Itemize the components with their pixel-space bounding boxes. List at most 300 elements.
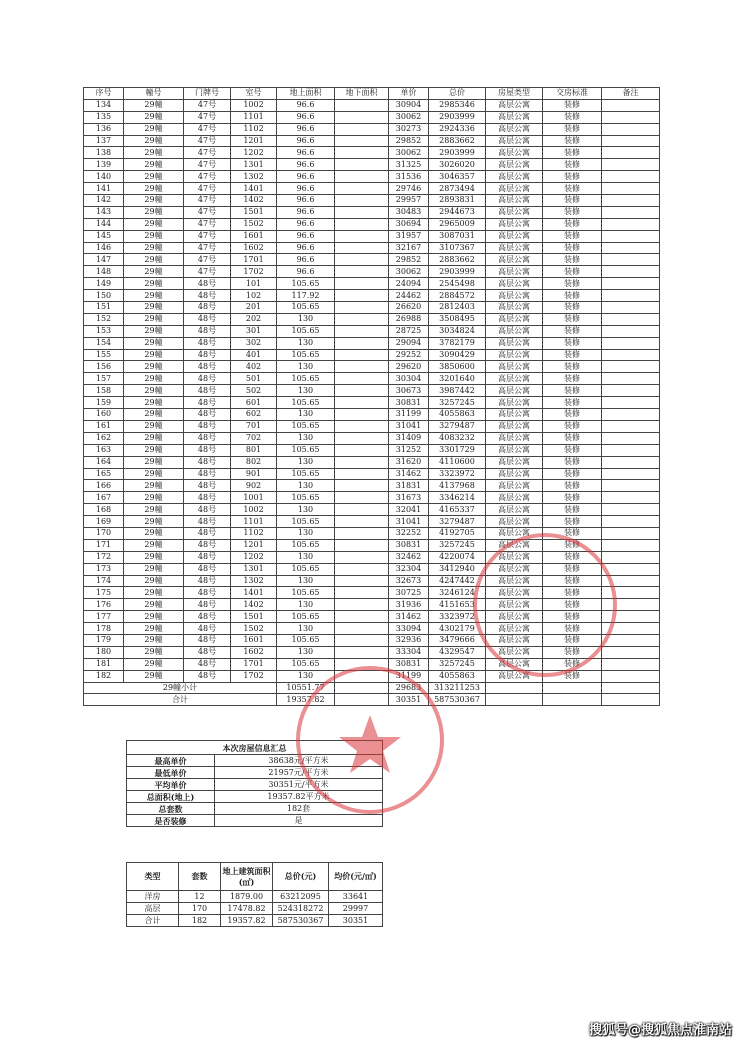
cell-room: 1402: [231, 599, 277, 611]
cell-remarks: [602, 527, 660, 539]
cell-remarks: [602, 206, 660, 218]
cell-remarks: [602, 516, 660, 528]
cell-delivery-standard: 装修: [543, 159, 602, 171]
cell-unit-price: 26988: [389, 313, 429, 325]
cell-total-price: 4110600: [429, 456, 486, 468]
type-body: [127, 891, 383, 927]
cell-unit-price: 32936: [389, 634, 429, 646]
cell-above-area: 105.65: [277, 587, 335, 599]
cell-unit-price: 31620: [389, 456, 429, 468]
table-row: [84, 456, 660, 468]
cell-room: 1601: [231, 230, 277, 242]
cell-door-number: 48号: [184, 349, 231, 361]
cell-door-number: 48号: [184, 587, 231, 599]
cell-above-area: 130: [277, 527, 335, 539]
cell-house-type: 高层公寓: [486, 278, 543, 290]
type-cell-total: 587530367: [273, 915, 329, 927]
cell-room: 1101: [231, 516, 277, 528]
cell-building: 29幢: [124, 135, 184, 147]
cell-total-price: 3323972: [429, 611, 486, 623]
cell-building: 29幢: [124, 218, 184, 230]
cell-below-area: [335, 242, 389, 254]
cell-unit-price: 31199: [389, 409, 429, 421]
cell-above-area: 96.6: [277, 242, 335, 254]
summary-row: [127, 755, 383, 767]
cell-remarks: [602, 599, 660, 611]
cell-unit-price: 31831: [389, 480, 429, 492]
cell-room: 1302: [231, 575, 277, 587]
cell-building: 29幢: [124, 313, 184, 325]
cell-below-area: [335, 195, 389, 207]
col-header-house-type: 房屋类型: [486, 88, 543, 100]
summary-value: 是: [215, 815, 383, 827]
table-row: [84, 623, 660, 635]
cell-below-area: [335, 409, 389, 421]
cell-unit-price: 32252: [389, 527, 429, 539]
cell-door-number: 47号: [184, 218, 231, 230]
cell-index: 136: [84, 123, 124, 135]
cell-above-area: 96.6: [277, 171, 335, 183]
table-row: [84, 337, 660, 349]
type-cell-area: 19357.82: [221, 915, 273, 927]
table-row: [84, 480, 660, 492]
cell-below-area: [335, 432, 389, 444]
summary-row: [127, 815, 383, 827]
cell-delivery-standard: 装修: [543, 634, 602, 646]
cell-door-number: 48号: [184, 432, 231, 444]
cell-remarks: [602, 183, 660, 195]
cell-above-area: 105.65: [277, 373, 335, 385]
type-cell-avg-price: 30351: [329, 915, 383, 927]
cell-below-area: [335, 313, 389, 325]
col-header-total-price: 总价: [429, 88, 486, 100]
cell-total-price: 4055863: [429, 670, 486, 682]
cell-remarks: [602, 159, 660, 171]
cell-unit-price: 32673: [389, 575, 429, 587]
cell-delivery-standard: 装修: [543, 527, 602, 539]
cell-unit-price: 31957: [389, 230, 429, 242]
table-row: [84, 171, 660, 183]
cell-room: 1002: [231, 99, 277, 111]
cell-above-area: 96.6: [277, 230, 335, 242]
cell-delivery-standard: 装修: [543, 670, 602, 682]
cell-house-type: 高层公寓: [486, 349, 543, 361]
cell-below-area: [335, 504, 389, 516]
subtotal-below-area: [335, 682, 389, 694]
cell-remarks: [602, 420, 660, 432]
cell-room: 602: [231, 409, 277, 421]
cell-room: 1001: [231, 492, 277, 504]
cell-building: 29幢: [124, 290, 184, 302]
subtotal-row: [84, 682, 660, 694]
table-row: [84, 278, 660, 290]
cell-above-area: 96.6: [277, 159, 335, 171]
cell-delivery-standard: 装修: [543, 623, 602, 635]
table-row: [84, 373, 660, 385]
cell-below-area: [335, 516, 389, 528]
cell-room: 901: [231, 468, 277, 480]
cell-door-number: 48号: [184, 658, 231, 670]
cell-door-number: 48号: [184, 420, 231, 432]
cell-room: 1501: [231, 611, 277, 623]
cell-house-type: 高层公寓: [486, 218, 543, 230]
cell-delivery-standard: 装修: [543, 551, 602, 563]
cell-unit-price: 30831: [389, 539, 429, 551]
cell-room: 1201: [231, 539, 277, 551]
cell-unit-price: 31041: [389, 420, 429, 432]
grand-total-remarks: [602, 694, 660, 706]
cell-above-area: 130: [277, 361, 335, 373]
cell-delivery-standard: 装修: [543, 195, 602, 207]
cell-total-price: 3346214: [429, 492, 486, 504]
cell-index: 169: [84, 516, 124, 528]
table-row: [84, 313, 660, 325]
table-row: [84, 634, 660, 646]
cell-house-type: 高层公寓: [486, 111, 543, 123]
cell-unit-price: 30062: [389, 147, 429, 159]
cell-above-area: 96.6: [277, 266, 335, 278]
cell-room: 1101: [231, 111, 277, 123]
cell-remarks: [602, 266, 660, 278]
summary-value: 30351元/平方米: [215, 779, 383, 791]
cell-remarks: [602, 302, 660, 314]
cell-door-number: 47号: [184, 111, 231, 123]
grand-total-standard: [543, 694, 602, 706]
cell-remarks: [602, 504, 660, 516]
cell-delivery-standard: 装修: [543, 563, 602, 575]
cell-total-price: 3034824: [429, 325, 486, 337]
cell-index: 158: [84, 385, 124, 397]
cell-door-number: 48号: [184, 409, 231, 421]
type-header-avg-price: 均价(元/㎡): [329, 863, 383, 891]
cell-building: 29幢: [124, 646, 184, 658]
cell-delivery-standard: 装修: [543, 218, 602, 230]
cell-door-number: 48号: [184, 361, 231, 373]
cell-door-number: 48号: [184, 539, 231, 551]
cell-room: 1502: [231, 218, 277, 230]
cell-room: 702: [231, 432, 277, 444]
cell-total-price: 2873494: [429, 183, 486, 195]
summary-row: [127, 803, 383, 815]
cell-remarks: [602, 492, 660, 504]
cell-house-type: 高层公寓: [486, 302, 543, 314]
cell-index: 179: [84, 634, 124, 646]
table-row: [84, 409, 660, 421]
type-cell-avg-price: 33641: [329, 891, 383, 903]
cell-total-price: 3782179: [429, 337, 486, 349]
cell-total-price: 2903999: [429, 111, 486, 123]
cell-delivery-standard: 装修: [543, 254, 602, 266]
cell-room: 1002: [231, 504, 277, 516]
type-cell-avg-price: 29997: [329, 903, 383, 915]
cell-above-area: 130: [277, 623, 335, 635]
cell-index: 137: [84, 135, 124, 147]
cell-house-type: 高层公寓: [486, 230, 543, 242]
cell-building: 29幢: [124, 397, 184, 409]
cell-door-number: 48号: [184, 646, 231, 658]
cell-total-price: 3508495: [429, 313, 486, 325]
cell-below-area: [335, 634, 389, 646]
col-header-room: 室号: [231, 88, 277, 100]
cell-unit-price: 30273: [389, 123, 429, 135]
cell-building: 29幢: [124, 206, 184, 218]
summary-label: 总面积(地上): [127, 791, 215, 803]
table-row: [84, 444, 660, 456]
cell-total-price: 4192705: [429, 527, 486, 539]
cell-total-price: 4329547: [429, 646, 486, 658]
cell-index: 174: [84, 575, 124, 587]
cell-house-type: 高层公寓: [486, 135, 543, 147]
cell-delivery-standard: 装修: [543, 147, 602, 159]
cell-remarks: [602, 634, 660, 646]
cell-index: 171: [84, 539, 124, 551]
cell-index: 154: [84, 337, 124, 349]
table-row: [84, 670, 660, 682]
cell-unit-price: 32462: [389, 551, 429, 563]
cell-door-number: 48号: [184, 670, 231, 682]
cell-unit-price: 29852: [389, 254, 429, 266]
cell-unit-price: 29094: [389, 337, 429, 349]
table-row: [84, 218, 660, 230]
cell-delivery-standard: 装修: [543, 409, 602, 421]
cell-below-area: [335, 623, 389, 635]
cell-door-number: 48号: [184, 516, 231, 528]
cell-above-area: 105.65: [277, 658, 335, 670]
cell-unit-price: 30831: [389, 397, 429, 409]
subtotal-unit-price: 29683: [389, 682, 429, 694]
cell-above-area: 130: [277, 504, 335, 516]
cell-below-area: [335, 266, 389, 278]
cell-house-type: 高层公寓: [486, 527, 543, 539]
cell-house-type: 高层公寓: [486, 266, 543, 278]
cell-total-price: 3279487: [429, 516, 486, 528]
cell-delivery-standard: 装修: [543, 444, 602, 456]
cell-unit-price: 29620: [389, 361, 429, 373]
cell-room: 1701: [231, 658, 277, 670]
cell-remarks: [602, 670, 660, 682]
cell-above-area: 105.65: [277, 444, 335, 456]
cell-index: 167: [84, 492, 124, 504]
cell-above-area: 130: [277, 409, 335, 421]
table-row: [84, 266, 660, 278]
cell-delivery-standard: 装修: [543, 99, 602, 111]
cell-index: 159: [84, 397, 124, 409]
subtotal-standard: [543, 682, 602, 694]
cell-index: 138: [84, 147, 124, 159]
table-row: [84, 432, 660, 444]
cell-unit-price: 30904: [389, 99, 429, 111]
cell-building: 29幢: [124, 183, 184, 195]
cell-below-area: [335, 539, 389, 551]
table-row: [84, 325, 660, 337]
cell-remarks: [602, 397, 660, 409]
cell-above-area: 130: [277, 646, 335, 658]
cell-building: 29幢: [124, 611, 184, 623]
type-cell-count: 12: [179, 891, 221, 903]
summary-value: 19357.82平方米: [215, 791, 383, 803]
cell-door-number: 48号: [184, 456, 231, 468]
col-header-remarks: 备注: [602, 88, 660, 100]
cell-room: 102: [231, 290, 277, 302]
cell-delivery-standard: 装修: [543, 361, 602, 373]
cell-room: 1301: [231, 563, 277, 575]
cell-total-price: 3026020: [429, 159, 486, 171]
col-header-index: 序号: [84, 88, 124, 100]
cell-house-type: 高层公寓: [486, 563, 543, 575]
cell-delivery-standard: 装修: [543, 397, 602, 409]
cell-unit-price: 32041: [389, 504, 429, 516]
table-row: [84, 183, 660, 195]
cell-total-price: 2884572: [429, 290, 486, 302]
cell-below-area: [335, 397, 389, 409]
cell-delivery-standard: 装修: [543, 492, 602, 504]
cell-index: 172: [84, 551, 124, 563]
cell-building: 29幢: [124, 527, 184, 539]
cell-delivery-standard: 装修: [543, 183, 602, 195]
cell-house-type: 高层公寓: [486, 254, 543, 266]
subtotal-remarks: [602, 682, 660, 694]
cell-remarks: [602, 623, 660, 635]
cell-house-type: 高层公寓: [486, 634, 543, 646]
cell-above-area: 130: [277, 551, 335, 563]
cell-unit-price: 31252: [389, 444, 429, 456]
cell-below-area: [335, 575, 389, 587]
cell-remarks: [602, 456, 660, 468]
cell-total-price: 3987442: [429, 385, 486, 397]
cell-total-price: 4220074: [429, 551, 486, 563]
cell-total-price: 3412940: [429, 563, 486, 575]
cell-above-area: 105.65: [277, 539, 335, 551]
cell-building: 29幢: [124, 658, 184, 670]
cell-total-price: 3279487: [429, 420, 486, 432]
table-row: [84, 575, 660, 587]
cell-remarks: [602, 611, 660, 623]
cell-total-price: 2965009: [429, 218, 486, 230]
cell-below-area: [335, 230, 389, 242]
summary-caption: 本次房屋信息汇总: [127, 741, 383, 755]
cell-above-area: 130: [277, 337, 335, 349]
cell-house-type: 高层公寓: [486, 385, 543, 397]
cell-total-price: 3479666: [429, 634, 486, 646]
cell-total-price: 2903999: [429, 266, 486, 278]
cell-room: 802: [231, 456, 277, 468]
cell-delivery-standard: 装修: [543, 516, 602, 528]
cell-door-number: 48号: [184, 325, 231, 337]
table-row: [84, 646, 660, 658]
cell-remarks: [602, 409, 660, 421]
cell-room: 1501: [231, 206, 277, 218]
cell-room: 701: [231, 420, 277, 432]
cell-building: 29幢: [124, 563, 184, 575]
table-row: [84, 349, 660, 361]
cell-unit-price: 30725: [389, 587, 429, 599]
type-cell-type: 高层: [127, 903, 179, 915]
type-cell-total: 63212095: [273, 891, 329, 903]
cell-building: 29幢: [124, 634, 184, 646]
summary-value: 21957元/平方米: [215, 767, 383, 779]
table-row: [84, 599, 660, 611]
cell-above-area: 117.92: [277, 290, 335, 302]
cell-index: 150: [84, 290, 124, 302]
type-cell-count: 170: [179, 903, 221, 915]
cell-total-price: 3323972: [429, 468, 486, 480]
table-row: [84, 563, 660, 575]
cell-remarks: [602, 99, 660, 111]
type-cell-area: 1879.00: [221, 891, 273, 903]
type-header-total: 总价(元): [273, 863, 329, 891]
cell-door-number: 48号: [184, 373, 231, 385]
cell-house-type: 高层公寓: [486, 599, 543, 611]
cell-room: 1702: [231, 670, 277, 682]
grand-total-unit-price: 30351: [389, 694, 429, 706]
col-header-above-area: 地上面积: [277, 88, 335, 100]
cell-above-area: 105.65: [277, 397, 335, 409]
cell-unit-price: 29852: [389, 135, 429, 147]
subtotal-total: 313211253: [429, 682, 486, 694]
cell-door-number: 48号: [184, 527, 231, 539]
cell-index: 134: [84, 99, 124, 111]
cell-delivery-standard: 装修: [543, 111, 602, 123]
cell-house-type: 高层公寓: [486, 575, 543, 587]
cell-remarks: [602, 468, 660, 480]
cell-room: 801: [231, 444, 277, 456]
cell-total-price: 3201640: [429, 373, 486, 385]
summary-label: 最低单价: [127, 767, 215, 779]
cell-room: 601: [231, 397, 277, 409]
cell-house-type: 高层公寓: [486, 468, 543, 480]
cell-door-number: 48号: [184, 397, 231, 409]
summary-label: 总套数: [127, 803, 215, 815]
cell-room: 1701: [231, 254, 277, 266]
cell-door-number: 47号: [184, 159, 231, 171]
cell-delivery-standard: 装修: [543, 123, 602, 135]
cell-unit-price: 31041: [389, 516, 429, 528]
cell-unit-price: 26620: [389, 302, 429, 314]
cell-above-area: 96.6: [277, 147, 335, 159]
cell-building: 29幢: [124, 278, 184, 290]
cell-building: 29幢: [124, 302, 184, 314]
summary-caption-row: [127, 741, 383, 755]
cell-building: 29幢: [124, 516, 184, 528]
grand-total-below-area: [335, 694, 389, 706]
cell-index: 170: [84, 527, 124, 539]
cell-building: 29幢: [124, 551, 184, 563]
cell-below-area: [335, 349, 389, 361]
table-row: [84, 516, 660, 528]
watermark-text: 搜狐号@搜狐焦点淮南站: [588, 1023, 732, 1038]
cell-room: 301: [231, 325, 277, 337]
cell-remarks: [602, 480, 660, 492]
cell-above-area: 96.6: [277, 111, 335, 123]
cell-room: 902: [231, 480, 277, 492]
cell-building: 29幢: [124, 337, 184, 349]
cell-door-number: 48号: [184, 611, 231, 623]
cell-total-price: 2883662: [429, 135, 486, 147]
cell-remarks: [602, 111, 660, 123]
cell-delivery-standard: 装修: [543, 206, 602, 218]
cell-unit-price: 31462: [389, 468, 429, 480]
cell-building: 29幢: [124, 480, 184, 492]
cell-above-area: 105.65: [277, 611, 335, 623]
table-row: [84, 551, 660, 563]
table-row: [84, 385, 660, 397]
cell-total-price: 2883662: [429, 254, 486, 266]
cell-remarks: [602, 337, 660, 349]
cell-delivery-standard: 装修: [543, 171, 602, 183]
cell-delivery-standard: 装修: [543, 480, 602, 492]
summary-row: [127, 791, 383, 803]
cell-remarks: [602, 539, 660, 551]
